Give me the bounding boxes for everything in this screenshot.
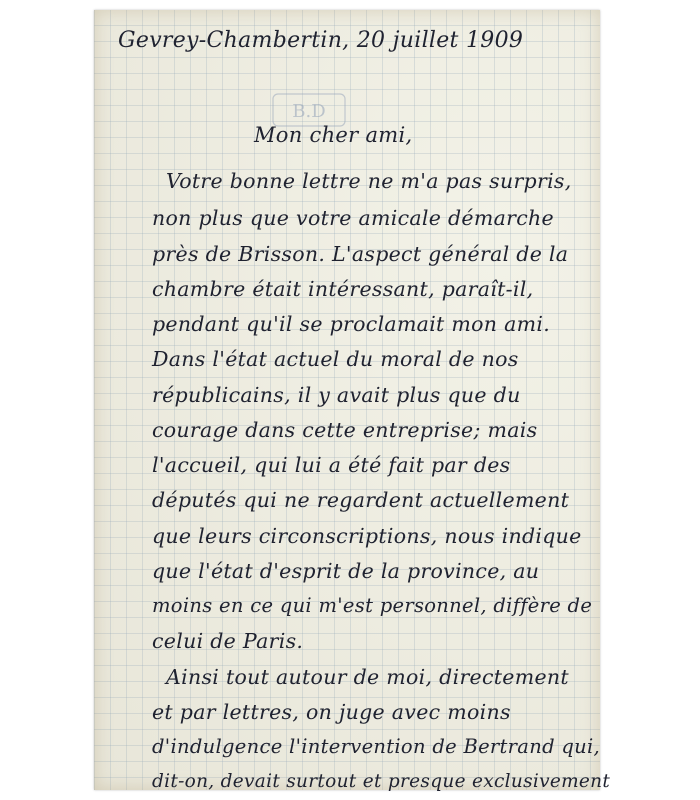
letter-line: Votre bonne lettre ne m'a pas surpris, xyxy=(166,168,572,193)
letter-greeting: Mon cher ami, xyxy=(254,123,413,147)
letter-line: et par lettres, on juge avec moins xyxy=(152,699,511,724)
letter-line: d'indulgence l'intervention de Bertrand qui, xyxy=(152,735,601,759)
letter-place-date: Gevrey-Chambertin, 20 juillet 1909 xyxy=(118,28,524,53)
letter-line: pendant qu'il se proclamait mon ami. xyxy=(152,312,551,337)
letter-line: dit-on, devait surtout et presque exclusivement xyxy=(152,770,611,792)
letter-page xyxy=(94,10,611,792)
letter-line: députés qui ne regardent actuellement xyxy=(152,488,570,513)
letter-line: républicains, il y avait plus que du xyxy=(152,382,521,407)
letter-line: près de Brisson. L'aspect général de la xyxy=(152,242,569,267)
letter-line: l'accueil, qui lui a été fait par des xyxy=(152,453,511,478)
letter-line: Ainsi tout autour de moi, directement xyxy=(166,664,569,689)
letter-line: chambre était intéressant, paraît-il, xyxy=(152,276,534,301)
letter-line: celui de Paris. xyxy=(152,629,304,654)
letter-line: non plus que votre amicale démarche xyxy=(152,206,554,231)
letter-line: que l'état d'esprit de la province, au xyxy=(152,558,540,583)
letter-line: moins en ce qui m'est personnel, diffère de xyxy=(152,594,593,618)
letter-line: Dans l'état actuel du moral de nos xyxy=(152,347,519,372)
letter-line: courage dans cette entreprise; mais xyxy=(152,417,538,442)
svg-text:B.D: B.D xyxy=(292,101,326,122)
letter-line: que leurs circonscriptions, nous indique xyxy=(152,523,582,548)
